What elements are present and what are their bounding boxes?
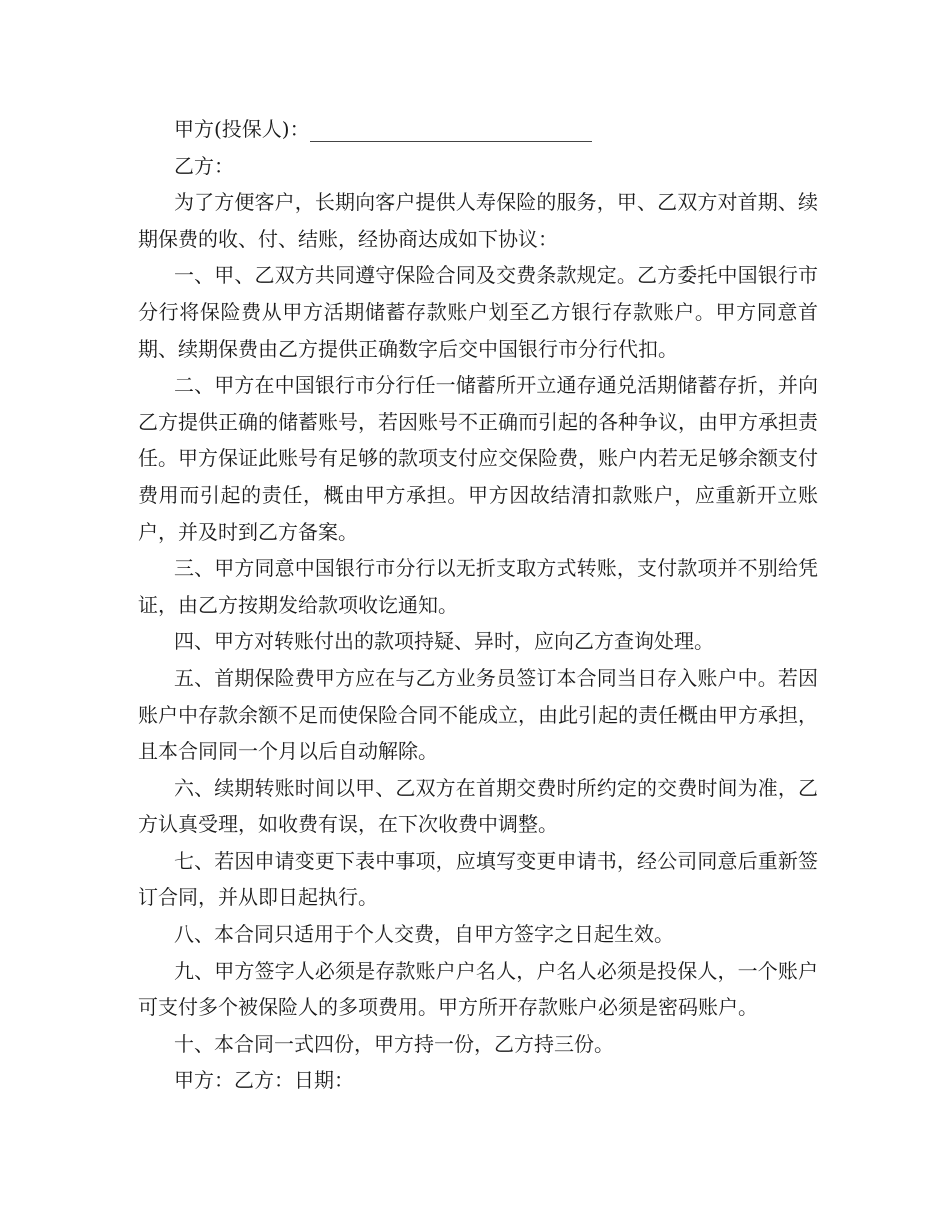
signature-line: 甲方：乙方：日期： xyxy=(174,1068,354,1093)
clause-5: 五、首期保险费甲方应在与乙方业务员签订本合同当日存入账户中。若因账户中存款余额不足而使保险合同不能成立，由此引起的责任概由甲方承担，且本合同同一个月以后自动解除。 xyxy=(138,665,818,764)
clause-3: 三、甲方同意中国银行市分行以无折支取方式转账，支付款项并不别给凭证，由乙方按期发给款项收讫通知。 xyxy=(138,556,818,617)
contract-document xyxy=(138,111,818,1099)
party-b-label: 乙方： xyxy=(174,153,234,178)
intro-paragraph: 为了方便客户，长期向客户提供人寿保险的服务，甲、乙双方对首期、续期保费的收、付、结账，经协商达成如下协议： xyxy=(138,190,818,251)
party-a-blank xyxy=(310,121,592,142)
clause-6: 六、续期转账时间以甲、乙双方在首期交费时所约定的交费时间为准，乙方认真受理，如收费有误，在下次收费中调整。 xyxy=(138,775,818,837)
clause-10: 十、本合同一式四份，甲方持一份，乙方持三份。 xyxy=(174,1031,614,1056)
clause-7: 七、若因申请变更下表中事项，应填写变更申请书，经公司同意后重新签订合同，并从即日起执行。 xyxy=(138,848,818,910)
party-a-line xyxy=(138,111,818,148)
clause-9: 九、甲方签字人必须是存款账户户名人，户名人必须是投保人，一个账户可支付多个被保险人的多项费用。甲方所开存款账户必须是密码账户。 xyxy=(138,958,818,1020)
party-a-label: 甲方(投保人)： xyxy=(174,117,310,141)
clause-1: 一、甲、乙双方共同遵守保险合同及交费条款规定。乙方委托中国银行市分行将保险费从甲方活期储蓄存款账户划至乙方银行存款账户。甲方同意首期、续期保费由乙方提供正确数字后交中国银行市分行代扣。 xyxy=(138,263,818,361)
clause-8: 八、本合同只适用于个人交费，自甲方签字之日起生效。 xyxy=(174,922,674,947)
clause-2: 二、甲方在中国银行市分行任一储蓄所开立通存通兑活期储蓄存折，并向乙方提供正确的储蓄账号，若因账号不正确而引起的各种争议，由甲方承担责任。甲方保证此账号有足够的款项支付应交保险费，账户内若无足够余额支付费用而引起的责任，概由甲方承担。甲方因故结清扣款账户，应重新开立账户，并及时到乙方备案。 xyxy=(138,373,818,544)
clause-4: 四、甲方对转账付出的款项持疑、异时，应向乙方查询处理。 xyxy=(174,629,714,654)
